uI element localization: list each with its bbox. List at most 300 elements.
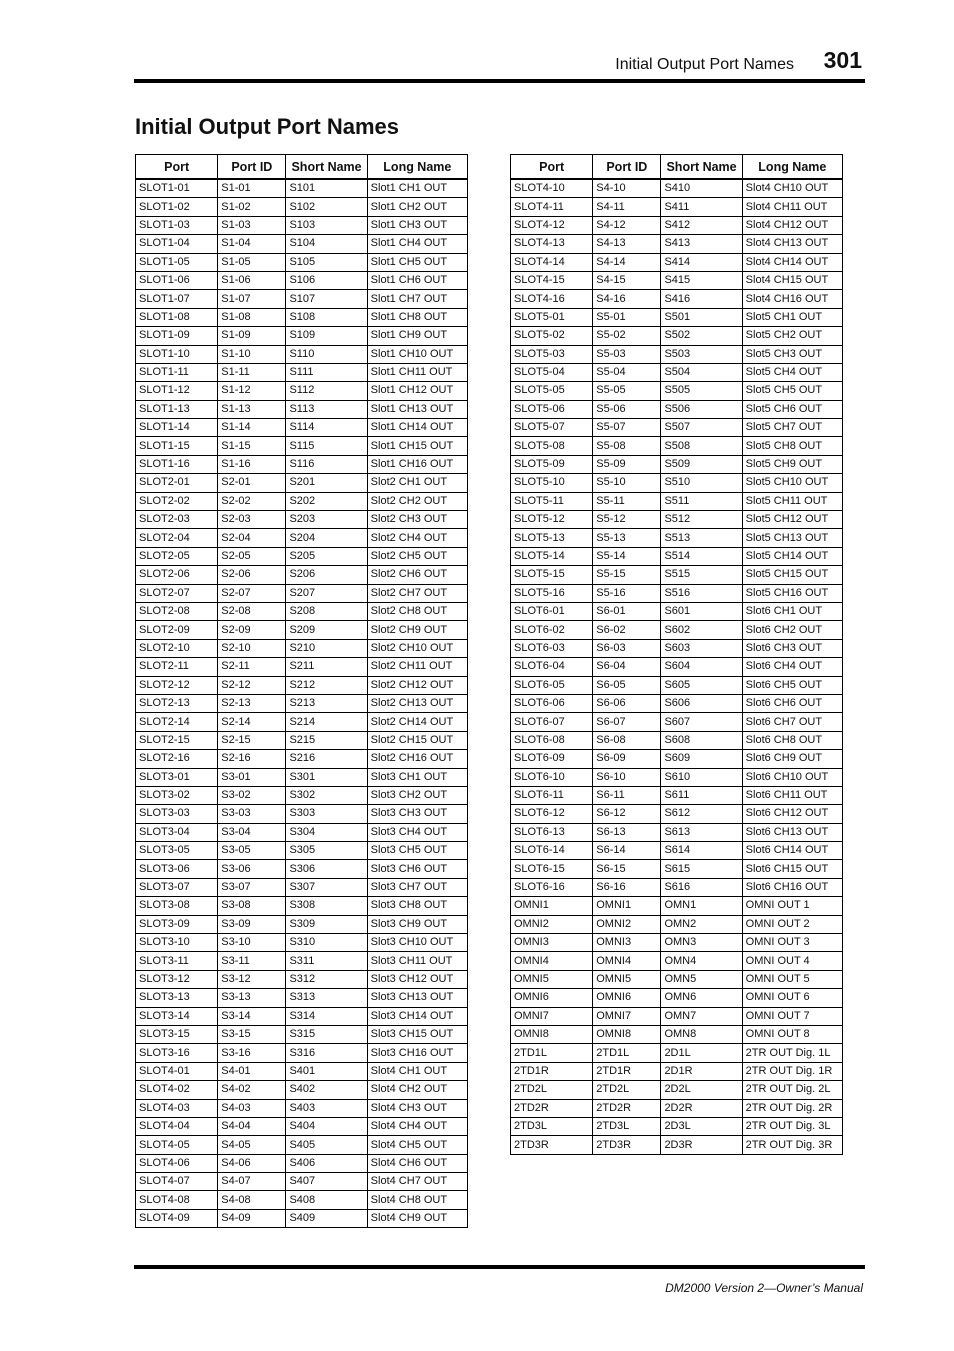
long-name-cell: Slot5 CH6 OUT xyxy=(742,400,842,418)
port-id-cell: S1-07 xyxy=(218,290,286,308)
port-id-cell: S1-06 xyxy=(218,271,286,289)
port-id-cell: S2-09 xyxy=(218,621,286,639)
port-id-cell: S2-15 xyxy=(218,731,286,749)
port-id-cell: S6-11 xyxy=(593,786,661,804)
port-id-cell: S4-11 xyxy=(593,198,661,216)
table-row xyxy=(136,897,468,915)
port-cell: SLOT2-14 xyxy=(136,713,218,731)
port-cell: SLOT4-12 xyxy=(511,216,593,234)
short-name-cell: S614 xyxy=(661,842,742,860)
short-name-cell: S402 xyxy=(286,1081,367,1099)
long-name-cell: Slot1 CH5 OUT xyxy=(367,253,467,271)
long-name-cell: Slot2 CH15 OUT xyxy=(367,731,467,749)
port-cell: SLOT2-09 xyxy=(136,621,218,639)
short-name-cell: S510 xyxy=(661,474,742,492)
table-row xyxy=(136,547,468,565)
port-cell: SLOT5-11 xyxy=(511,492,593,510)
port-id-cell: S6-05 xyxy=(593,676,661,694)
table-row xyxy=(136,952,468,970)
table-row xyxy=(136,179,468,198)
port-id-cell: 2TD3L xyxy=(593,1117,661,1135)
long-name-cell: Slot5 CH7 OUT xyxy=(742,419,842,437)
port-id-cell: S5-05 xyxy=(593,382,661,400)
port-cell: SLOT5-09 xyxy=(511,455,593,473)
table-row xyxy=(511,621,843,639)
port-cell: SLOT6-12 xyxy=(511,805,593,823)
short-name-cell: S109 xyxy=(286,327,367,345)
port-cell: SLOT5-12 xyxy=(511,511,593,529)
short-name-cell: S207 xyxy=(286,584,367,602)
short-name-cell: S215 xyxy=(286,731,367,749)
long-name-cell: Slot2 CH12 OUT xyxy=(367,676,467,694)
header-title: Initial Output Port Names xyxy=(615,56,794,73)
long-name-cell: Slot4 CH16 OUT xyxy=(742,290,842,308)
port-id-cell: OMNI4 xyxy=(593,952,661,970)
port-id-cell: S5-12 xyxy=(593,511,661,529)
short-name-cell: 2D3R xyxy=(661,1136,742,1154)
port-cell: SLOT5-03 xyxy=(511,345,593,363)
port-id-cell: S2-14 xyxy=(218,713,286,731)
table-row xyxy=(136,1209,468,1227)
port-cell: SLOT3-13 xyxy=(136,989,218,1007)
table-row xyxy=(511,400,843,418)
port-cell: SLOT1-14 xyxy=(136,419,218,437)
long-name-cell: Slot6 CH3 OUT xyxy=(742,639,842,657)
port-id-cell: 2TD2L xyxy=(593,1081,661,1099)
short-name-cell: S604 xyxy=(661,658,742,676)
table-row xyxy=(136,382,468,400)
table-row xyxy=(136,327,468,345)
short-name-cell: OMN3 xyxy=(661,934,742,952)
port-cell: SLOT4-08 xyxy=(136,1191,218,1209)
short-name-cell: S113 xyxy=(286,400,367,418)
port-id-cell: S3-08 xyxy=(218,897,286,915)
table-row xyxy=(511,934,843,952)
table-row xyxy=(136,235,468,253)
port-cell: OMNI7 xyxy=(511,1007,593,1025)
short-name-cell: S405 xyxy=(286,1136,367,1154)
long-name-cell: Slot2 CH7 OUT xyxy=(367,584,467,602)
table-row xyxy=(511,290,843,308)
port-id-cell: S5-01 xyxy=(593,308,661,326)
short-name-cell: S609 xyxy=(661,750,742,768)
short-name-cell: S206 xyxy=(286,566,367,584)
port-cell: SLOT2-15 xyxy=(136,731,218,749)
short-name-cell: S607 xyxy=(661,713,742,731)
table-row xyxy=(511,639,843,657)
short-name-cell: S407 xyxy=(286,1173,367,1191)
short-name-cell: S304 xyxy=(286,823,367,841)
table-row xyxy=(511,198,843,216)
long-name-cell: Slot4 CH10 OUT xyxy=(742,179,842,198)
long-name-cell: Slot1 CH6 OUT xyxy=(367,271,467,289)
port-cell: SLOT2-16 xyxy=(136,750,218,768)
short-name-cell: S513 xyxy=(661,529,742,547)
port-cell: SLOT3-15 xyxy=(136,1025,218,1043)
port-cell: SLOT6-04 xyxy=(511,658,593,676)
table-row xyxy=(511,216,843,234)
long-name-cell: Slot5 CH2 OUT xyxy=(742,327,842,345)
port-id-cell: S5-10 xyxy=(593,474,661,492)
table-row xyxy=(511,878,843,896)
table-row xyxy=(136,621,468,639)
long-name-cell: Slot6 CH15 OUT xyxy=(742,860,842,878)
port-cell: SLOT2-12 xyxy=(136,676,218,694)
long-name-cell: Slot4 CH4 OUT xyxy=(367,1117,467,1135)
table-row xyxy=(136,823,468,841)
table-row xyxy=(136,694,468,712)
short-name-cell: S505 xyxy=(661,382,742,400)
port-id-cell: S2-10 xyxy=(218,639,286,657)
port-id-cell: OMNI8 xyxy=(593,1025,661,1043)
short-name-cell: OMN5 xyxy=(661,970,742,988)
short-name-cell: S615 xyxy=(661,860,742,878)
long-name-cell: Slot2 CH8 OUT xyxy=(367,602,467,620)
port-cell: SLOT4-16 xyxy=(511,290,593,308)
port-cell: SLOT2-10 xyxy=(136,639,218,657)
port-id-cell: S1-15 xyxy=(218,437,286,455)
long-name-cell: Slot6 CH1 OUT xyxy=(742,602,842,620)
table-row xyxy=(136,1154,468,1172)
table-row xyxy=(136,768,468,786)
port-cell: SLOT6-01 xyxy=(511,602,593,620)
short-name-cell: S514 xyxy=(661,547,742,565)
table-row xyxy=(136,1025,468,1043)
port-id-cell: S4-01 xyxy=(218,1062,286,1080)
short-name-cell: S509 xyxy=(661,455,742,473)
table-row xyxy=(136,1062,468,1080)
long-name-cell: 2TR OUT Dig. 3R xyxy=(742,1136,842,1154)
port-id-cell: S5-06 xyxy=(593,400,661,418)
port-cell: SLOT1-04 xyxy=(136,235,218,253)
table-row xyxy=(511,713,843,731)
table-row xyxy=(511,897,843,915)
port-cell: SLOT4-14 xyxy=(511,253,593,271)
port-cell: SLOT5-08 xyxy=(511,437,593,455)
column-header-port: Port xyxy=(511,155,593,180)
table-row xyxy=(511,547,843,565)
table-row xyxy=(136,989,468,1007)
port-cell: SLOT2-01 xyxy=(136,474,218,492)
port-id-cell: S2-07 xyxy=(218,584,286,602)
table-row xyxy=(511,474,843,492)
long-name-cell: Slot1 CH9 OUT xyxy=(367,327,467,345)
port-id-cell: S6-14 xyxy=(593,842,661,860)
column-header-port-id: Port ID xyxy=(218,155,286,180)
port-cell: SLOT1-15 xyxy=(136,437,218,455)
long-name-cell: OMNI OUT 4 xyxy=(742,952,842,970)
port-cell: SLOT3-07 xyxy=(136,878,218,896)
port-cell: 2TD2R xyxy=(511,1099,593,1117)
long-name-cell: Slot5 CH9 OUT xyxy=(742,455,842,473)
port-cell: SLOT6-07 xyxy=(511,713,593,731)
long-name-cell: Slot1 CH8 OUT xyxy=(367,308,467,326)
table-row xyxy=(136,529,468,547)
table-row xyxy=(511,253,843,271)
long-name-cell: Slot5 CH1 OUT xyxy=(742,308,842,326)
long-name-cell: Slot2 CH10 OUT xyxy=(367,639,467,657)
long-name-cell: Slot6 CH7 OUT xyxy=(742,713,842,731)
short-name-cell: S412 xyxy=(661,216,742,234)
footer-text: DM2000 Version 2—Owner’s Manual xyxy=(665,1281,863,1295)
port-id-cell: S1-16 xyxy=(218,455,286,473)
port-id-cell: S1-11 xyxy=(218,363,286,381)
port-id-cell: 2TD2R xyxy=(593,1099,661,1117)
table-row xyxy=(511,768,843,786)
column-header-long-name: Long Name xyxy=(742,155,842,180)
table-row xyxy=(511,750,843,768)
port-id-cell: S3-01 xyxy=(218,768,286,786)
port-cell: SLOT2-06 xyxy=(136,566,218,584)
port-cell: SLOT4-15 xyxy=(511,271,593,289)
port-id-cell: S3-14 xyxy=(218,1007,286,1025)
port-cell: SLOT2-13 xyxy=(136,694,218,712)
short-name-cell: S506 xyxy=(661,400,742,418)
port-id-cell: S6-10 xyxy=(593,768,661,786)
port-table-left xyxy=(135,154,468,1228)
short-name-cell: S516 xyxy=(661,584,742,602)
port-id-cell: S1-03 xyxy=(218,216,286,234)
port-cell: SLOT5-05 xyxy=(511,382,593,400)
port-id-cell: S6-01 xyxy=(593,602,661,620)
port-cell: SLOT2-05 xyxy=(136,547,218,565)
long-name-cell: Slot5 CH3 OUT xyxy=(742,345,842,363)
short-name-cell: OMN4 xyxy=(661,952,742,970)
port-cell: SLOT4-07 xyxy=(136,1173,218,1191)
port-cell: SLOT5-13 xyxy=(511,529,593,547)
port-cell: SLOT6-09 xyxy=(511,750,593,768)
port-id-cell: S2-13 xyxy=(218,694,286,712)
port-id-cell: S5-07 xyxy=(593,419,661,437)
short-name-cell: S313 xyxy=(286,989,367,1007)
table-row xyxy=(136,474,468,492)
table-row xyxy=(511,676,843,694)
long-name-cell: Slot1 CH14 OUT xyxy=(367,419,467,437)
short-name-cell: S106 xyxy=(286,271,367,289)
port-cell: SLOT2-07 xyxy=(136,584,218,602)
port-id-cell: S4-14 xyxy=(593,253,661,271)
table-row xyxy=(136,658,468,676)
port-id-cell: S4-12 xyxy=(593,216,661,234)
short-name-cell: S307 xyxy=(286,878,367,896)
table-row xyxy=(511,492,843,510)
table-row xyxy=(511,235,843,253)
short-name-cell: S404 xyxy=(286,1117,367,1135)
port-id-cell: S4-16 xyxy=(593,290,661,308)
column-header-port-id: Port ID xyxy=(593,155,661,180)
table-row xyxy=(511,584,843,602)
port-cell: SLOT3-03 xyxy=(136,805,218,823)
long-name-cell: Slot6 CH8 OUT xyxy=(742,731,842,749)
table-row xyxy=(511,327,843,345)
port-id-cell: S5-14 xyxy=(593,547,661,565)
table-row xyxy=(136,1044,468,1062)
table-row xyxy=(511,989,843,1007)
table-row xyxy=(511,437,843,455)
port-cell: SLOT6-03 xyxy=(511,639,593,657)
long-name-cell: OMNI OUT 2 xyxy=(742,915,842,933)
port-cell: SLOT6-11 xyxy=(511,786,593,804)
table-body-right xyxy=(511,179,843,1154)
short-name-cell: S305 xyxy=(286,842,367,860)
short-name-cell: S311 xyxy=(286,952,367,970)
long-name-cell: Slot4 CH15 OUT xyxy=(742,271,842,289)
short-name-cell: S507 xyxy=(661,419,742,437)
port-cell: SLOT5-04 xyxy=(511,363,593,381)
port-cell: OMNI6 xyxy=(511,989,593,1007)
long-name-cell: Slot3 CH14 OUT xyxy=(367,1007,467,1025)
short-name-cell: S416 xyxy=(661,290,742,308)
short-name-cell: S406 xyxy=(286,1154,367,1172)
table-row xyxy=(136,878,468,896)
long-name-cell: Slot3 CH16 OUT xyxy=(367,1044,467,1062)
long-name-cell: Slot4 CH1 OUT xyxy=(367,1062,467,1080)
long-name-cell: Slot5 CH5 OUT xyxy=(742,382,842,400)
long-name-cell: Slot3 CH11 OUT xyxy=(367,952,467,970)
short-name-cell: S216 xyxy=(286,750,367,768)
port-id-cell: S5-13 xyxy=(593,529,661,547)
table-row xyxy=(136,731,468,749)
port-cell: SLOT3-02 xyxy=(136,786,218,804)
short-name-cell: S315 xyxy=(286,1025,367,1043)
port-id-cell: S3-10 xyxy=(218,934,286,952)
port-cell: OMNI8 xyxy=(511,1025,593,1043)
long-name-cell: Slot3 CH7 OUT xyxy=(367,878,467,896)
port-id-cell: S4-04 xyxy=(218,1117,286,1135)
port-id-cell: S4-10 xyxy=(593,179,661,198)
port-id-cell: S3-12 xyxy=(218,970,286,988)
port-id-cell: S6-08 xyxy=(593,731,661,749)
port-cell: OMNI2 xyxy=(511,915,593,933)
port-cell: SLOT1-02 xyxy=(136,198,218,216)
port-cell: SLOT6-16 xyxy=(511,878,593,896)
port-id-cell: S2-01 xyxy=(218,474,286,492)
table-row xyxy=(136,584,468,602)
long-name-cell: Slot3 CH4 OUT xyxy=(367,823,467,841)
long-name-cell: 2TR OUT Dig. 1L xyxy=(742,1044,842,1062)
port-cell: SLOT6-14 xyxy=(511,842,593,860)
long-name-cell: Slot4 CH11 OUT xyxy=(742,198,842,216)
port-id-cell: S4-03 xyxy=(218,1099,286,1117)
port-id-cell: S2-02 xyxy=(218,492,286,510)
port-id-cell: S4-07 xyxy=(218,1173,286,1191)
short-name-cell: S606 xyxy=(661,694,742,712)
long-name-cell: Slot6 CH12 OUT xyxy=(742,805,842,823)
table-row xyxy=(136,1081,468,1099)
port-id-cell: S1-02 xyxy=(218,198,286,216)
port-cell: SLOT3-10 xyxy=(136,934,218,952)
short-name-cell: S314 xyxy=(286,1007,367,1025)
port-cell: SLOT4-10 xyxy=(511,179,593,198)
table-row xyxy=(136,271,468,289)
table-row xyxy=(511,1136,843,1154)
short-name-cell: OMN7 xyxy=(661,1007,742,1025)
port-cell: SLOT4-02 xyxy=(136,1081,218,1099)
long-name-cell: Slot3 CH9 OUT xyxy=(367,915,467,933)
table-row xyxy=(511,915,843,933)
port-id-cell: S1-09 xyxy=(218,327,286,345)
long-name-cell: Slot6 CH10 OUT xyxy=(742,768,842,786)
short-name-cell: S612 xyxy=(661,805,742,823)
table-row xyxy=(136,639,468,657)
long-name-cell: Slot6 CH14 OUT xyxy=(742,842,842,860)
table-row xyxy=(136,750,468,768)
port-id-cell: S3-11 xyxy=(218,952,286,970)
long-name-cell: Slot1 CH4 OUT xyxy=(367,235,467,253)
table-row xyxy=(511,271,843,289)
table-row xyxy=(136,1191,468,1209)
port-cell: SLOT4-13 xyxy=(511,235,593,253)
port-id-cell: S6-04 xyxy=(593,658,661,676)
short-name-cell: S114 xyxy=(286,419,367,437)
port-cell: SLOT1-01 xyxy=(136,179,218,198)
port-id-cell: S2-06 xyxy=(218,566,286,584)
long-name-cell: Slot2 CH13 OUT xyxy=(367,694,467,712)
long-name-cell: Slot1 CH7 OUT xyxy=(367,290,467,308)
long-name-cell: Slot4 CH3 OUT xyxy=(367,1099,467,1117)
long-name-cell: Slot3 CH6 OUT xyxy=(367,860,467,878)
port-id-cell: S5-03 xyxy=(593,345,661,363)
short-name-cell: OMN2 xyxy=(661,915,742,933)
port-cell: SLOT2-04 xyxy=(136,529,218,547)
port-id-cell: 2TD1R xyxy=(593,1062,661,1080)
long-name-cell: Slot4 CH8 OUT xyxy=(367,1191,467,1209)
short-name-cell: OMN6 xyxy=(661,989,742,1007)
long-name-cell: Slot2 CH9 OUT xyxy=(367,621,467,639)
port-id-cell: S5-16 xyxy=(593,584,661,602)
port-cell: SLOT4-01 xyxy=(136,1062,218,1080)
table-row xyxy=(511,1025,843,1043)
port-id-cell: S6-03 xyxy=(593,639,661,657)
short-name-cell: S515 xyxy=(661,566,742,584)
port-cell: SLOT1-03 xyxy=(136,216,218,234)
page-number: 301 xyxy=(823,47,862,73)
long-name-cell: Slot5 CH10 OUT xyxy=(742,474,842,492)
short-name-cell: S414 xyxy=(661,253,742,271)
long-name-cell: 2TR OUT Dig. 2L xyxy=(742,1081,842,1099)
port-id-cell: S6-09 xyxy=(593,750,661,768)
table-row xyxy=(511,511,843,529)
short-name-cell: 2D2R xyxy=(661,1099,742,1117)
port-cell: SLOT5-07 xyxy=(511,419,593,437)
port-id-cell: S1-12 xyxy=(218,382,286,400)
table-row xyxy=(511,1099,843,1117)
port-cell: SLOT3-06 xyxy=(136,860,218,878)
table-row xyxy=(136,786,468,804)
table-row xyxy=(511,970,843,988)
long-name-cell: Slot2 CH3 OUT xyxy=(367,511,467,529)
port-id-cell: S6-13 xyxy=(593,823,661,841)
table-row xyxy=(511,382,843,400)
short-name-cell: OMN1 xyxy=(661,897,742,915)
port-cell: SLOT1-12 xyxy=(136,382,218,400)
short-name-cell: S205 xyxy=(286,547,367,565)
long-name-cell: Slot6 CH11 OUT xyxy=(742,786,842,804)
short-name-cell: S112 xyxy=(286,382,367,400)
long-name-cell: Slot4 CH5 OUT xyxy=(367,1136,467,1154)
port-id-cell: S4-09 xyxy=(218,1209,286,1227)
table-row xyxy=(511,345,843,363)
long-name-cell: Slot2 CH1 OUT xyxy=(367,474,467,492)
short-name-cell: S211 xyxy=(286,658,367,676)
table-row xyxy=(511,455,843,473)
short-name-cell: S209 xyxy=(286,621,367,639)
port-id-cell: S5-02 xyxy=(593,327,661,345)
short-name-cell: S210 xyxy=(286,639,367,657)
short-name-cell: S605 xyxy=(661,676,742,694)
port-id-cell: S5-04 xyxy=(593,363,661,381)
port-id-cell: S3-13 xyxy=(218,989,286,1007)
